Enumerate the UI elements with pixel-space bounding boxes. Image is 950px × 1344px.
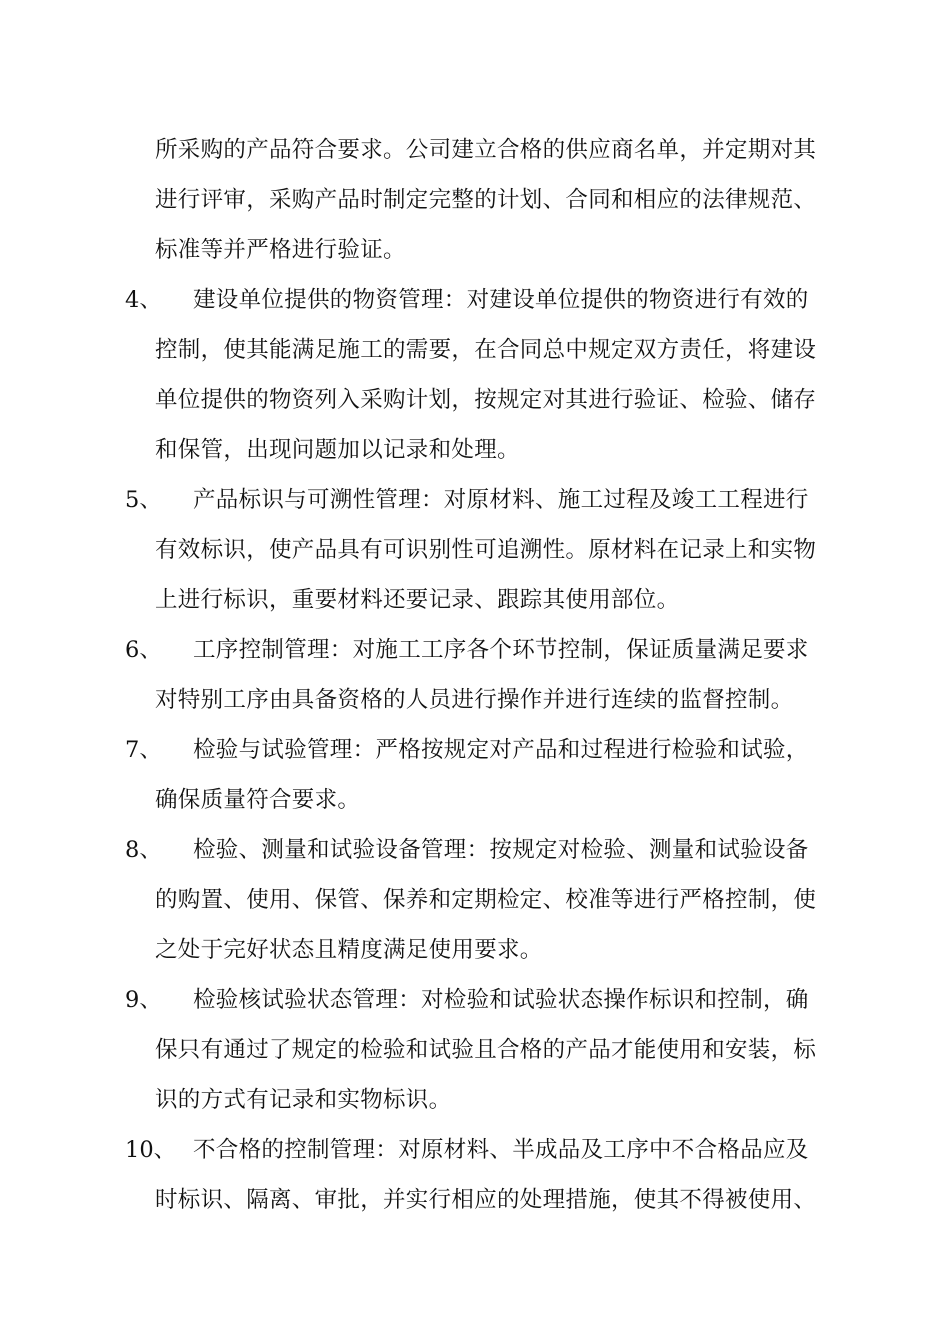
item-line: 之处于完好状态且精度满足使用要求。	[155, 937, 543, 963]
item-number: 8、	[125, 837, 162, 863]
item-line: 识的方式有记录和实物标识。	[155, 1087, 452, 1113]
item-line: 和保管，出现问题加以记录和处理。	[155, 437, 520, 463]
item-number: 6、	[125, 637, 162, 663]
item-line: 产品标识与可溯性管理：对原材料、施工过程及竣工工程进行	[193, 487, 809, 513]
paragraph-line: 所采购的产品符合要求。公司建立合格的供应商名单，并定期对其	[155, 137, 817, 163]
paragraph-line: 标准等并严格进行验证。	[155, 237, 406, 263]
item-number: 7、	[125, 737, 162, 763]
item-line: 不合格的控制管理：对原材料、半成品及工序中不合格品应及	[193, 1137, 809, 1163]
item-line: 检验核试验状态管理：对检验和试验状态操作标识和控制，确	[193, 987, 809, 1013]
item-line: 控制，使其能满足施工的需要，在合同总中规定双方责任，将建设	[155, 337, 817, 363]
item-number: 4、	[125, 287, 162, 313]
item-line: 的购置、使用、保管、保养和定期检定、校准等进行严格控制，使	[155, 887, 817, 913]
item-line: 检验与试验管理：严格按规定对产品和过程进行检验和试验，	[193, 737, 809, 763]
item-line: 单位提供的物资列入采购计划，按规定对其进行验证、检验、储存	[155, 387, 817, 413]
item-line: 检验、测量和试验设备管理：按规定对检验、测量和试验设备	[193, 837, 809, 863]
paragraph-line: 进行评审，采购产品时制定完整的计划、合同和相应的法律规范、	[155, 187, 817, 213]
item-number: 5、	[125, 487, 162, 513]
item-line: 保只有通过了规定的检验和试验且合格的产品才能使用和安装，标	[155, 1037, 817, 1063]
item-line: 建设单位提供的物资管理：对建设单位提供的物资进行有效的	[193, 287, 809, 313]
item-number: 10、	[125, 1137, 177, 1163]
item-line: 对特别工序由具备资格的人员进行操作并进行连续的监督控制。	[155, 687, 794, 713]
item-line: 工序控制管理：对施工工序各个环节控制，保证质量满足要求	[193, 637, 809, 663]
item-number: 9、	[125, 987, 162, 1013]
item-line: 时标识、隔离、审批，并实行相应的处理措施，使其不得被使用、	[155, 1187, 817, 1213]
item-line: 确保质量符合要求。	[155, 787, 361, 813]
item-line: 上进行标识，重要材料还要记录、跟踪其使用部位。	[155, 587, 680, 613]
item-line: 有效标识，使产品具有可识别性可追溯性。原材料在记录上和实物	[155, 537, 817, 563]
